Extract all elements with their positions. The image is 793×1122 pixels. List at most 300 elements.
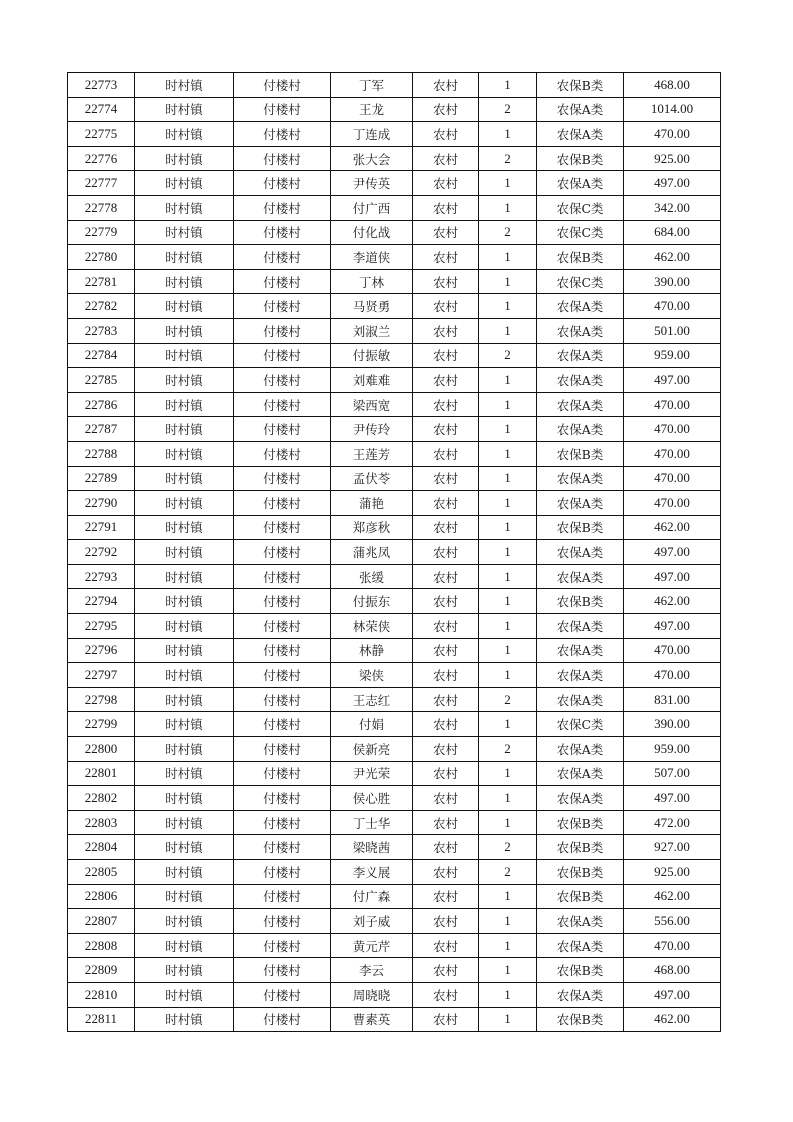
person-name-cell: 王莲芳 [331,441,413,466]
amount-cell: 472.00 [624,810,721,835]
insurance-category-cell: 农保C类 [537,712,624,737]
insurance-category-cell: 农保C类 [537,195,624,220]
person-name-cell: 付化战 [331,220,413,245]
household-count-cell: 1 [479,786,537,811]
household-count-cell: 1 [479,195,537,220]
town-cell: 时村镇 [135,933,234,958]
household-count-cell: 1 [479,884,537,909]
household-count-cell: 1 [479,564,537,589]
amount-cell: 390.00 [624,269,721,294]
town-cell: 时村镇 [135,982,234,1007]
household-count-cell: 1 [479,982,537,1007]
record-id-cell: 22798 [68,687,135,712]
village-cell: 付楼村 [234,392,331,417]
household-count-cell: 1 [479,318,537,343]
town-cell: 时村镇 [135,245,234,270]
town-cell: 时村镇 [135,1007,234,1032]
household-count-cell: 2 [479,737,537,762]
area-type-cell: 农村 [413,663,479,688]
household-count-cell: 2 [479,835,537,860]
person-name-cell: 黄元芹 [331,933,413,958]
area-type-cell: 农村 [413,786,479,811]
person-name-cell: 付广森 [331,884,413,909]
insurance-category-cell: 农保B类 [537,810,624,835]
town-cell: 时村镇 [135,638,234,663]
household-count-cell: 1 [479,466,537,491]
person-name-cell: 张缓 [331,564,413,589]
household-count-cell: 1 [479,540,537,565]
record-id-cell: 22777 [68,171,135,196]
table-row [68,712,721,737]
table-row [68,1007,721,1032]
person-name-cell: 曹素英 [331,1007,413,1032]
town-cell: 时村镇 [135,466,234,491]
village-cell: 付楼村 [234,1007,331,1032]
insurance-category-cell: 农保A类 [537,982,624,1007]
table-row [68,491,721,516]
insurance-category-cell: 农保A类 [537,663,624,688]
record-id-cell: 22805 [68,860,135,885]
insurance-category-cell: 农保A类 [537,786,624,811]
town-cell: 时村镇 [135,712,234,737]
insurance-category-cell: 农保A类 [537,294,624,319]
amount-cell: 470.00 [624,392,721,417]
town-cell: 时村镇 [135,737,234,762]
table-row [68,318,721,343]
table-row [68,269,721,294]
town-cell: 时村镇 [135,810,234,835]
village-cell: 付楼村 [234,589,331,614]
town-cell: 时村镇 [135,392,234,417]
record-id-cell: 22797 [68,663,135,688]
table-row [68,564,721,589]
amount-cell: 470.00 [624,294,721,319]
amount-cell: 1014.00 [624,97,721,122]
person-name-cell: 孟伏苓 [331,466,413,491]
household-count-cell: 1 [479,712,537,737]
record-id-cell: 22802 [68,786,135,811]
insurance-category-cell: 农保A类 [537,171,624,196]
record-id-cell: 22810 [68,982,135,1007]
insurance-category-cell: 农保B类 [537,589,624,614]
household-count-cell: 2 [479,860,537,885]
table-row [68,761,721,786]
record-id-cell: 22788 [68,441,135,466]
person-name-cell: 周晓晓 [331,982,413,1007]
town-cell: 时村镇 [135,343,234,368]
insurance-category-cell: 农保A类 [537,540,624,565]
table-row [68,687,721,712]
person-name-cell: 尹光荣 [331,761,413,786]
amount-cell: 497.00 [624,540,721,565]
table-row [68,392,721,417]
amount-cell: 925.00 [624,146,721,171]
village-cell: 付楼村 [234,122,331,147]
area-type-cell: 农村 [413,146,479,171]
record-id-cell: 22789 [68,466,135,491]
person-name-cell: 丁连成 [331,122,413,147]
village-cell: 付楼村 [234,368,331,393]
village-cell: 付楼村 [234,982,331,1007]
household-count-cell: 1 [479,441,537,466]
insurance-category-cell: 农保A类 [537,614,624,639]
village-cell: 付楼村 [234,909,331,934]
town-cell: 时村镇 [135,417,234,442]
village-cell: 付楼村 [234,564,331,589]
record-id-cell: 22803 [68,810,135,835]
town-cell: 时村镇 [135,294,234,319]
area-type-cell: 农村 [413,245,479,270]
area-type-cell: 农村 [413,810,479,835]
insurance-category-cell: 农保A类 [537,122,624,147]
table-row [68,614,721,639]
area-type-cell: 农村 [413,712,479,737]
person-name-cell: 李云 [331,958,413,983]
village-cell: 付楼村 [234,294,331,319]
record-id-cell: 22781 [68,269,135,294]
household-count-cell: 1 [479,958,537,983]
record-id-cell: 22792 [68,540,135,565]
person-name-cell: 付振东 [331,589,413,614]
insurance-category-cell: 农保B类 [537,884,624,909]
village-cell: 付楼村 [234,73,331,98]
household-count-cell: 1 [479,810,537,835]
person-name-cell: 李道侠 [331,245,413,270]
table-row [68,933,721,958]
town-cell: 时村镇 [135,835,234,860]
town-cell: 时村镇 [135,122,234,147]
person-name-cell: 付广西 [331,195,413,220]
household-count-cell: 1 [479,491,537,516]
area-type-cell: 农村 [413,909,479,934]
household-count-cell: 2 [479,220,537,245]
village-cell: 付楼村 [234,761,331,786]
person-name-cell: 丁军 [331,73,413,98]
household-count-cell: 1 [479,761,537,786]
insurance-category-cell: 农保A类 [537,466,624,491]
household-count-cell: 1 [479,933,537,958]
area-type-cell: 农村 [413,171,479,196]
amount-cell: 831.00 [624,687,721,712]
village-cell: 付楼村 [234,195,331,220]
amount-cell: 462.00 [624,515,721,540]
household-count-cell: 2 [479,97,537,122]
area-type-cell: 农村 [413,417,479,442]
record-id-cell: 22785 [68,368,135,393]
insurance-category-cell: 农保A类 [537,761,624,786]
insurance-category-cell: 农保B类 [537,245,624,270]
record-id-cell: 22776 [68,146,135,171]
record-id-cell: 22787 [68,417,135,442]
record-id-cell: 22807 [68,909,135,934]
record-id-cell: 22794 [68,589,135,614]
household-count-cell: 2 [479,146,537,171]
record-id-cell: 22786 [68,392,135,417]
area-type-cell: 农村 [413,933,479,958]
village-cell: 付楼村 [234,343,331,368]
insurance-category-cell: 农保A类 [537,392,624,417]
area-type-cell: 农村 [413,294,479,319]
household-count-cell: 1 [479,909,537,934]
area-type-cell: 农村 [413,564,479,589]
table-row [68,171,721,196]
record-id-cell: 22780 [68,245,135,270]
record-id-cell: 22791 [68,515,135,540]
town-cell: 时村镇 [135,589,234,614]
amount-cell: 470.00 [624,638,721,663]
record-id-cell: 22774 [68,97,135,122]
insurance-category-cell: 农保B类 [537,835,624,860]
insurance-category-cell: 农保A类 [537,687,624,712]
record-id-cell: 22801 [68,761,135,786]
record-id-cell: 22778 [68,195,135,220]
record-id-cell: 22783 [68,318,135,343]
amount-cell: 497.00 [624,982,721,1007]
village-cell: 付楼村 [234,466,331,491]
amount-cell: 684.00 [624,220,721,245]
amount-cell: 470.00 [624,663,721,688]
person-name-cell: 侯新亮 [331,737,413,762]
table-row [68,146,721,171]
person-name-cell: 郑彦秋 [331,515,413,540]
amount-cell: 462.00 [624,1007,721,1032]
area-type-cell: 农村 [413,638,479,663]
amount-cell: 462.00 [624,589,721,614]
area-type-cell: 农村 [413,589,479,614]
town-cell: 时村镇 [135,540,234,565]
person-name-cell: 付振敏 [331,343,413,368]
table-row [68,417,721,442]
insurance-category-cell: 农保A类 [537,933,624,958]
area-type-cell: 农村 [413,318,479,343]
insurance-category-cell: 农保B类 [537,958,624,983]
amount-cell: 470.00 [624,933,721,958]
area-type-cell: 农村 [413,982,479,1007]
person-name-cell: 王龙 [331,97,413,122]
amount-cell: 507.00 [624,761,721,786]
insurance-category-cell: 农保C类 [537,220,624,245]
insurance-category-cell: 农保A类 [537,638,624,663]
household-count-cell: 2 [479,343,537,368]
record-id-cell: 22806 [68,884,135,909]
area-type-cell: 农村 [413,958,479,983]
person-name-cell: 蒲艳 [331,491,413,516]
household-count-cell: 1 [479,294,537,319]
insurance-category-cell: 农保A类 [537,368,624,393]
person-name-cell: 李义展 [331,860,413,885]
table-row [68,540,721,565]
person-name-cell: 林荣侠 [331,614,413,639]
table-row [68,122,721,147]
record-id-cell: 22775 [68,122,135,147]
person-name-cell: 林静 [331,638,413,663]
area-type-cell: 农村 [413,1007,479,1032]
table-row [68,860,721,885]
table-row [68,909,721,934]
area-type-cell: 农村 [413,441,479,466]
table-row [68,589,721,614]
area-type-cell: 农村 [413,466,479,491]
person-name-cell: 丁士华 [331,810,413,835]
table-row [68,294,721,319]
insurance-category-cell: 农保B类 [537,441,624,466]
village-cell: 付楼村 [234,687,331,712]
insurance-category-cell: 农保A类 [537,318,624,343]
area-type-cell: 农村 [413,761,479,786]
village-cell: 付楼村 [234,97,331,122]
town-cell: 时村镇 [135,860,234,885]
amount-cell: 468.00 [624,958,721,983]
town-cell: 时村镇 [135,786,234,811]
table-row [68,368,721,393]
record-id-cell: 22809 [68,958,135,983]
town-cell: 时村镇 [135,220,234,245]
record-id-cell: 22784 [68,343,135,368]
amount-cell: 497.00 [624,368,721,393]
amount-cell: 497.00 [624,786,721,811]
village-cell: 付楼村 [234,860,331,885]
household-count-cell: 1 [479,1007,537,1032]
village-cell: 付楼村 [234,638,331,663]
record-id-cell: 22808 [68,933,135,958]
area-type-cell: 农村 [413,122,479,147]
table-row [68,958,721,983]
town-cell: 时村镇 [135,663,234,688]
area-type-cell: 农村 [413,73,479,98]
person-name-cell: 尹传玲 [331,417,413,442]
village-cell: 付楼村 [234,417,331,442]
amount-cell: 927.00 [624,835,721,860]
household-count-cell: 1 [479,73,537,98]
village-cell: 付楼村 [234,515,331,540]
person-name-cell: 马贤勇 [331,294,413,319]
area-type-cell: 农村 [413,392,479,417]
table-row [68,245,721,270]
village-cell: 付楼村 [234,786,331,811]
village-cell: 付楼村 [234,884,331,909]
amount-cell: 959.00 [624,737,721,762]
town-cell: 时村镇 [135,958,234,983]
record-id-cell: 22811 [68,1007,135,1032]
record-id-cell: 22793 [68,564,135,589]
insurance-category-cell: 农保C类 [537,269,624,294]
record-id-cell: 22790 [68,491,135,516]
area-type-cell: 农村 [413,860,479,885]
table-row [68,515,721,540]
town-cell: 时村镇 [135,318,234,343]
table-row [68,884,721,909]
table-row [68,343,721,368]
town-cell: 时村镇 [135,491,234,516]
village-cell: 付楼村 [234,491,331,516]
area-type-cell: 农村 [413,368,479,393]
area-type-cell: 农村 [413,343,479,368]
area-type-cell: 农村 [413,195,479,220]
village-cell: 付楼村 [234,835,331,860]
area-type-cell: 农村 [413,491,479,516]
table-row [68,466,721,491]
town-cell: 时村镇 [135,614,234,639]
table-row [68,638,721,663]
table-row [68,737,721,762]
record-id-cell: 22800 [68,737,135,762]
area-type-cell: 农村 [413,220,479,245]
area-type-cell: 农村 [413,884,479,909]
record-id-cell: 22782 [68,294,135,319]
table-row [68,786,721,811]
amount-cell: 925.00 [624,860,721,885]
household-count-cell: 1 [479,269,537,294]
record-id-cell: 22799 [68,712,135,737]
area-type-cell: 农村 [413,614,479,639]
town-cell: 时村镇 [135,564,234,589]
household-count-cell: 1 [479,417,537,442]
table-row [68,810,721,835]
town-cell: 时村镇 [135,515,234,540]
insurance-category-cell: 农保B类 [537,860,624,885]
table-row [68,97,721,122]
area-type-cell: 农村 [413,687,479,712]
town-cell: 时村镇 [135,884,234,909]
insurance-category-cell: 农保A类 [537,343,624,368]
village-cell: 付楼村 [234,737,331,762]
area-type-cell: 农村 [413,269,479,294]
amount-cell: 390.00 [624,712,721,737]
amount-cell: 556.00 [624,909,721,934]
town-cell: 时村镇 [135,368,234,393]
person-name-cell: 尹传英 [331,171,413,196]
village-cell: 付楼村 [234,441,331,466]
village-cell: 付楼村 [234,540,331,565]
area-type-cell: 农村 [413,97,479,122]
household-count-cell: 1 [479,392,537,417]
insurance-category-cell: 农保B类 [537,146,624,171]
insurance-category-cell: 农保A类 [537,417,624,442]
insurance-category-cell: 农保B类 [537,73,624,98]
amount-cell: 470.00 [624,441,721,466]
person-name-cell: 刘子威 [331,909,413,934]
household-count-cell: 1 [479,368,537,393]
record-id-cell: 22773 [68,73,135,98]
town-cell: 时村镇 [135,171,234,196]
record-id-cell: 22796 [68,638,135,663]
amount-cell: 497.00 [624,564,721,589]
table-row [68,195,721,220]
household-count-cell: 1 [479,245,537,270]
person-name-cell: 王志红 [331,687,413,712]
town-cell: 时村镇 [135,909,234,934]
amount-cell: 497.00 [624,171,721,196]
record-id-cell: 22795 [68,614,135,639]
town-cell: 时村镇 [135,687,234,712]
person-name-cell: 梁侠 [331,663,413,688]
town-cell: 时村镇 [135,73,234,98]
record-id-cell: 22779 [68,220,135,245]
person-name-cell: 梁西宽 [331,392,413,417]
household-count-cell: 1 [479,663,537,688]
village-cell: 付楼村 [234,146,331,171]
person-name-cell: 梁晓茜 [331,835,413,860]
household-count-cell: 1 [479,638,537,663]
town-cell: 时村镇 [135,146,234,171]
amount-cell: 959.00 [624,343,721,368]
amount-cell: 342.00 [624,195,721,220]
record-id-cell: 22804 [68,835,135,860]
town-cell: 时村镇 [135,761,234,786]
amount-cell: 468.00 [624,73,721,98]
town-cell: 时村镇 [135,441,234,466]
area-type-cell: 农村 [413,515,479,540]
